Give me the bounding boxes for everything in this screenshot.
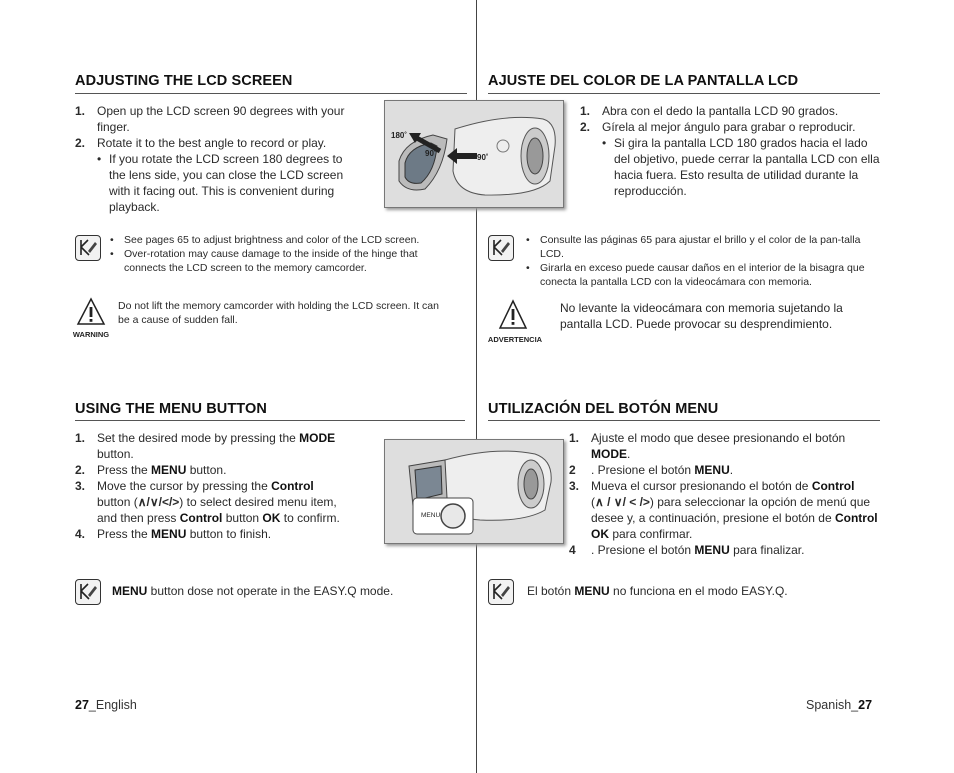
menu-step-2-es: 2 . Presione el botón MENU. [569,463,734,477]
lcd-note-1: • See pages 65 to adjust brightness and color of the LCD screen. [108,233,453,247]
note-pencil-icon [75,579,101,605]
menu-step-4-es: 4 . Presione el botón MENU para finalizar. [569,543,805,557]
label-180: 180˚ [391,131,408,140]
lcd-steps-es [580,103,880,199]
note-pencil-icon [488,235,514,261]
lcd-notes-en [108,233,453,275]
lcd-bullet-es: • Si gira la pantalla LCD 180 grados hacia el lado del objetivo, puede cerrar la pantalla LCD con ella hacia fuera. Esto resulta de utilidad durante la reproducción. [602,135,880,199]
menu-step-1-es: 1. Ajuste el modo que desee presionando el botón MODE. [569,431,846,461]
page-number-right: Spanish_27 [806,698,873,712]
page-number-left: 27_English [75,698,137,712]
note-pencil-icon [75,235,101,261]
heading-rule [75,93,467,94]
camcorder-lcd-illustration [385,101,563,207]
heading-rule [488,420,880,421]
menu-note-en: MENU button dose not operate in the EASY.Q mode. [112,584,394,598]
menu-step-3-es: 3. Mueva el cursor presionando el botón de Control (∧ / ∨/ < />) para seleccionar la opción de menú que desee y, a continuación, presione el botón de Control OK para confirmar. [569,479,878,541]
lcd-heading-en: ADJUSTING THE LCD SCREEN [75,73,293,89]
warning-triangle-icon [76,297,106,332]
label-90-lcd: 90˚ [425,149,437,158]
lcd-heading-es: AJUSTE DEL COLOR DE LA PANTALLA LCD [488,73,799,89]
heading-rule [75,420,465,421]
lcd-note-2-es: • Girarla en exceso puede causar daños en el interior de la bisagra que conecta la pantalla LCD con la videocámara con memoria. [524,261,876,289]
camcorder-menu-illustration [385,440,563,543]
lcd-step-1-es: 1. Abra con el dedo la pantalla LCD 90 grados. [580,104,839,118]
lcd-step-2-es: 2. Gírela al mejor ángulo para grabar o reproducir. [580,120,856,134]
up-down-left-right-arrows-icon: ∧ / ∨/ < /> [595,495,650,509]
menu-heading-es: UTILIZACIÓN DEL BOTÓN MENU [488,401,719,417]
menu-step-3: 3. Move the cursor by pressing the Control button (∧/∨/</>) to select desired menu item, and then press Control button OK to confirm. [75,479,340,525]
lcd-step-1: 1. Open up the LCD screen 90 degrees with your finger. [75,104,345,134]
menu-steps-es [569,430,881,558]
lcd-notes-es [524,233,876,289]
menu-step-4: 4. Press the MENU button to finish. [75,527,272,541]
lcd-note-2: • Over-rotation may cause damage to the inside of the hinge that connects the LCD screen to the memory camcorder. [108,247,453,275]
menu-button-figure [384,439,564,544]
menu-note-es: El botón MENU no funciona en el modo EASY.Q. [527,584,788,598]
lcd-steps-en [75,103,355,215]
menu-step-1: 1. Set the desired mode by pressing the MODE button. [75,431,336,461]
lcd-bullet: • If you rotate the LCD screen 180 degrees to the lens side, you can close the LCD screen with it facing out. This is convenient during playback. [97,151,355,215]
menu-heading-en: USING THE MENU BUTTON [75,401,267,417]
lcd-rotation-figure [384,100,564,208]
heading-rule [488,93,880,94]
label-90-body: 90˚ [477,153,489,162]
warning-text-es: No levante la videocámara con memoria sujetando la pantalla LCD. Puede provocar su desprendimiento. [560,301,843,331]
up-down-left-right-arrows-icon: ∧/∨/</> [137,495,180,509]
note-pencil-icon [488,579,514,605]
menu-steps-en [75,430,360,542]
warning-label: WARNING [72,330,110,339]
lcd-step-2: 2. Rotate it to the best angle to record or play. [75,136,327,150]
warning-label-es: ADVERTENCIA [487,335,543,344]
warning-text-en: Do not lift the memory camcorder with holding the LCD screen. It can be a cause of sudden fall. [118,300,439,326]
lcd-note-1-es: • Consulte las páginas 65 para ajustar el brillo y el color de la pan-talla LCD. [524,233,876,261]
warning-triangle-icon [498,299,528,336]
menu-label: MENU [421,512,441,519]
menu-step-2: 2. Press the MENU button. [75,463,227,477]
